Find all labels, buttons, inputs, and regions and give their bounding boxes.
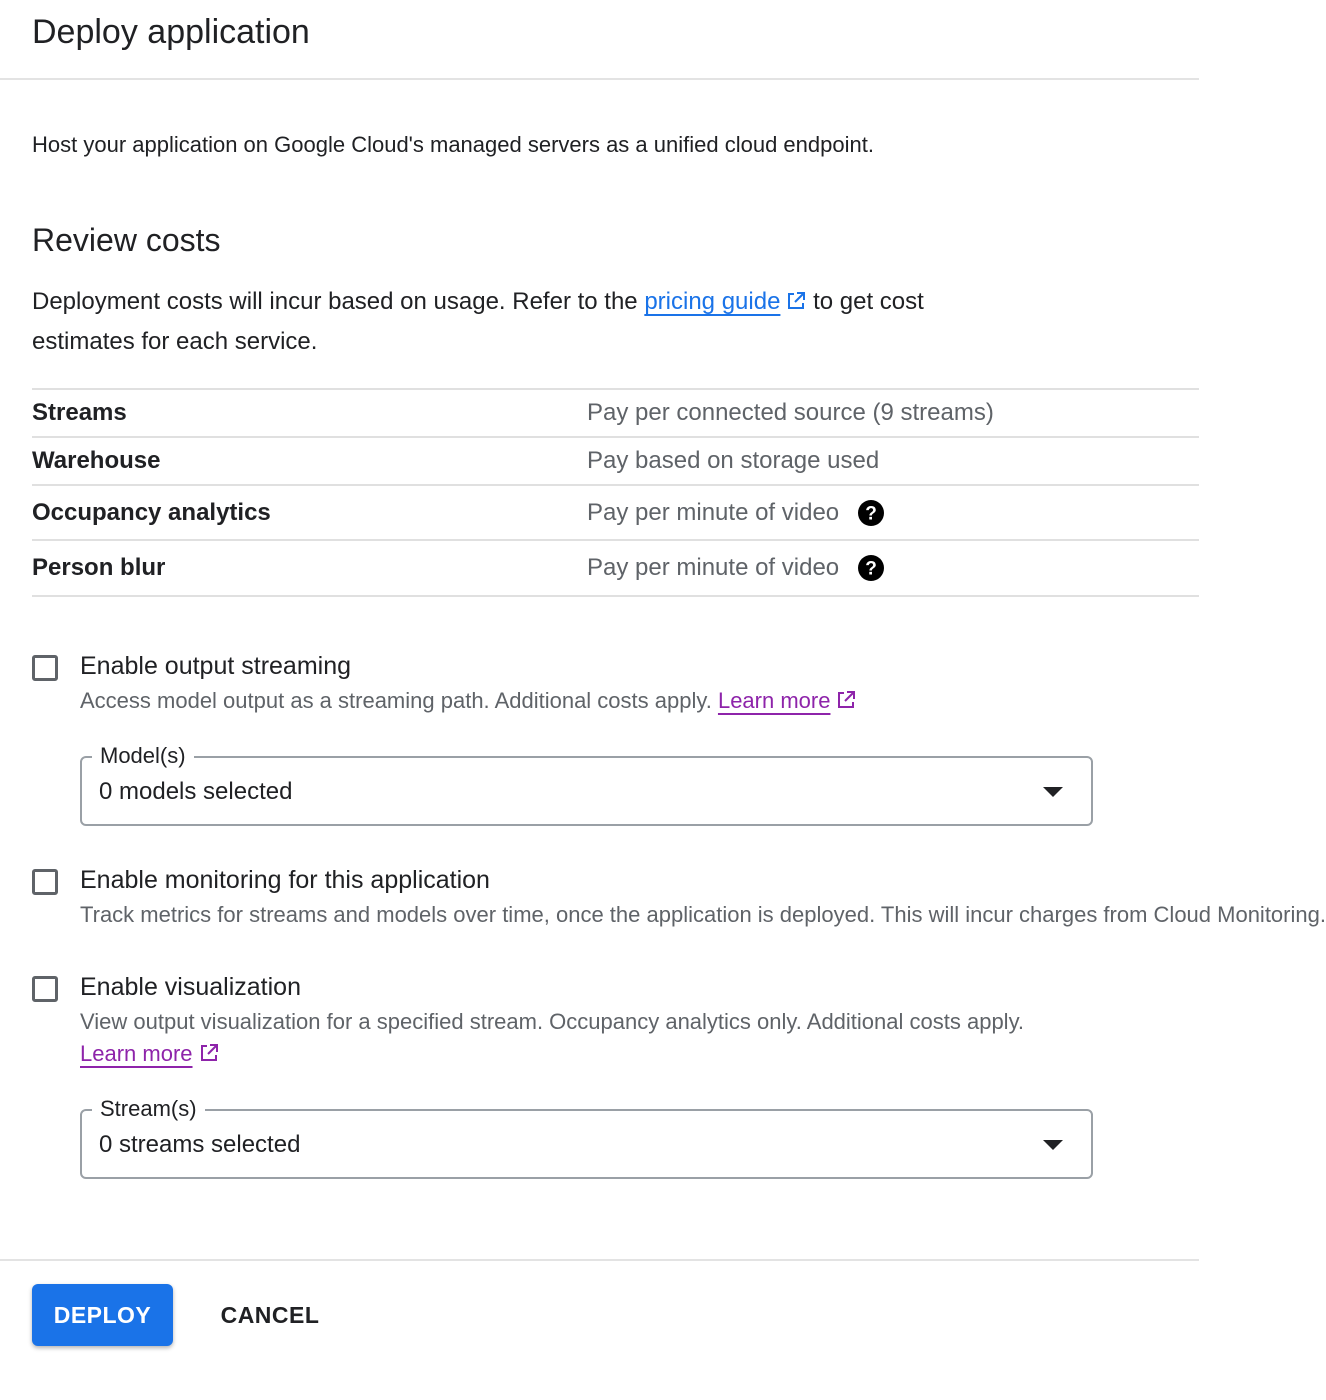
output-streaming-label[interactable]: Enable output streaming bbox=[80, 652, 352, 680]
cost-value-person-blur bbox=[587, 554, 885, 582]
cost-value-text: Pay based on storage used bbox=[587, 447, 880, 474]
cost-name-streams: Streams bbox=[32, 399, 127, 426]
visualization-desc-text: View output visualization for a specified stream. Occupancy analytics only. Additional costs apply. bbox=[80, 1009, 1025, 1034]
cost-name-warehouse: Warehouse bbox=[32, 447, 161, 474]
svg-text:?: ? bbox=[865, 503, 877, 524]
monitoring-checkbox[interactable] bbox=[32, 869, 58, 895]
output-streaming-checkbox[interactable] bbox=[32, 655, 58, 681]
cost-value-occupancy-analytics bbox=[587, 499, 885, 527]
cost-name-person-blur: Person blur bbox=[32, 554, 166, 581]
dropdown-arrow-icon[interactable] bbox=[1043, 1140, 1063, 1150]
visualization-description bbox=[80, 1006, 1070, 1070]
monitoring-description: Track metrics for streams and models over time, once the application is deployed. This will incur charges from Cloud Monitoring. bbox=[80, 902, 1326, 927]
monitoring-label[interactable]: Enable monitoring for this application bbox=[80, 866, 490, 894]
external-link-icon[interactable] bbox=[199, 1043, 219, 1063]
cost-name-occupancy-analytics: Occupancy analytics bbox=[32, 498, 271, 526]
review-costs-desc-before: Deployment costs will incur based on usage. Refer to the bbox=[32, 288, 645, 315]
pricing-guide-link[interactable]: pricing guide bbox=[644, 288, 781, 315]
cost-value-streams bbox=[587, 399, 994, 427]
dialog-title: Deploy application bbox=[32, 13, 310, 51]
svg-text:?: ? bbox=[865, 558, 877, 580]
deploy-button[interactable]: DEPLOY bbox=[32, 1284, 173, 1346]
cost-value-text: Pay per connected source (9 streams) bbox=[587, 399, 994, 426]
output-streaming-description bbox=[80, 685, 856, 717]
cost-value-text: Pay per minute of video bbox=[587, 498, 840, 526]
cancel-button[interactable]: CANCEL bbox=[200, 1284, 340, 1346]
cost-row bbox=[32, 486, 1199, 541]
dialog-intro: Host your application on Google Cloud's managed servers as a unified cloud endpoint. bbox=[32, 132, 874, 157]
help-icon[interactable] bbox=[857, 499, 885, 527]
visualization-checkbox[interactable] bbox=[32, 976, 58, 1002]
cost-row bbox=[32, 541, 1199, 597]
external-link-icon[interactable] bbox=[786, 291, 806, 311]
visualization-label[interactable]: Enable visualization bbox=[80, 973, 301, 1001]
help-icon[interactable] bbox=[857, 554, 885, 582]
models-select-label: Model(s) bbox=[92, 741, 194, 771]
visualization-learn-more-link[interactable]: Learn more bbox=[80, 1041, 193, 1066]
models-select-value: 0 models selected bbox=[99, 778, 293, 805]
review-costs-heading: Review costs bbox=[32, 222, 221, 258]
review-costs-desc-after: to get cost estimates for each service. bbox=[32, 288, 924, 355]
cost-row bbox=[32, 390, 1199, 438]
cost-row bbox=[32, 438, 1199, 486]
output-streaming-learn-more-link[interactable]: Learn more bbox=[717, 688, 831, 713]
cost-table bbox=[32, 388, 1199, 597]
cost-value-warehouse bbox=[587, 447, 879, 475]
streams-select[interactable] bbox=[80, 1096, 1093, 1179]
models-select[interactable] bbox=[80, 743, 1093, 826]
footer-divider bbox=[0, 1259, 1199, 1261]
external-link-icon[interactable] bbox=[836, 690, 856, 710]
review-costs-description bbox=[32, 282, 1032, 362]
dropdown-arrow-icon[interactable] bbox=[1043, 787, 1063, 797]
streams-select-value: 0 streams selected bbox=[99, 1131, 301, 1158]
output-streaming-desc-text: Access model output as a streaming path. Additional costs apply. bbox=[80, 688, 718, 713]
streams-select-label: Stream(s) bbox=[92, 1094, 205, 1124]
cost-value-text: Pay per minute of video bbox=[587, 554, 840, 581]
header-divider bbox=[0, 78, 1199, 80]
